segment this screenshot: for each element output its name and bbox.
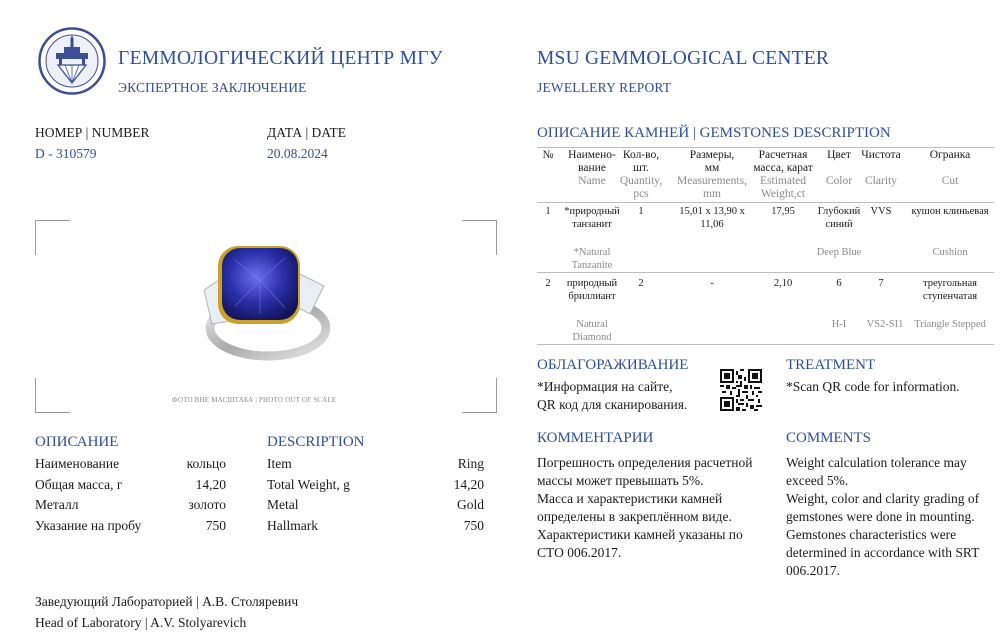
desc-value-en: 750 [463, 518, 484, 533]
table-divider [537, 272, 994, 273]
frame-corner-tl [35, 220, 70, 255]
signature-ru: Заведующий Лабораторией | А.В. Столяревич [35, 594, 299, 609]
table-header-en: Cut [941, 175, 959, 187]
comments-text-ru: Погрешность определения расчетной массы может превышать 5%. Масса и характеристики камней определены в закреплённом виде. Характеристики камней указаны по СТО 006.2017. [537, 455, 753, 560]
desc-value-ru: кольцо [186, 456, 226, 471]
number-label: НОМЕР | NUMBER [35, 125, 150, 140]
frame-corner-tr [462, 220, 497, 255]
gem-row-number: 2 [545, 278, 551, 289]
table-header-en: Color [825, 175, 853, 187]
gem-weight: 17,95 [771, 206, 795, 217]
ring-photo [190, 228, 330, 368]
desc-label-ru: Указание на пробу [35, 518, 142, 533]
desc-value-en: Gold [457, 497, 484, 512]
description-heading-en: DESCRIPTION [267, 434, 365, 450]
desc-value-ru: 750 [205, 518, 226, 533]
table-header-ru: Наимено- вание [568, 149, 616, 174]
gem-clarity: VVS [870, 206, 892, 217]
gem-row-number: 1 [545, 206, 551, 217]
table-header-ru: Чистота [861, 149, 901, 161]
qr-code[interactable] [720, 369, 762, 411]
table-header-en: Estimated Weight,ct [760, 175, 806, 200]
title-ru: ГЕММОЛОГИЧЕСКИЙ ЦЕНТР МГУ [118, 48, 443, 69]
desc-label-ru: Общая масса, г [35, 477, 123, 492]
comments-text-en: Weight calculation tolerance may exceed 5%. Weight, color and clarity grading of gemstones were done in mounting. Gemstones characteristics were determined in accordance with SRT 006.2017. [786, 455, 980, 578]
table-header-en: Measurements, mm [677, 175, 747, 200]
desc-value-ru: 14,20 [195, 477, 226, 492]
treatment-heading-en: TREATMENT [786, 357, 876, 373]
description-heading-ru: ОПИСАНИЕ [35, 434, 119, 450]
desc-label-ru: Наименование [35, 456, 120, 471]
date-label: ДАТА | DATE [267, 125, 347, 140]
comments-heading-en: COMMENTS [786, 430, 872, 446]
gem-clarity-en: VS2-SI1 [866, 319, 904, 330]
gem-measurements: - [710, 278, 714, 289]
desc-label-en: Total Weight, g [267, 477, 350, 492]
photo-caption: ФОТО ВНЕ МАСШТАБА | PHOTO OUT OF SCALE [172, 396, 337, 404]
table-header-ru: Огранка [929, 149, 971, 161]
gem-cut-ru: кушон клиньевая [911, 206, 989, 217]
gem-cut-en: Triangle Stepped [914, 319, 986, 330]
table-header-ru: Кол-во, шт. [622, 149, 660, 174]
frame-corner-bl [35, 378, 70, 413]
comments-heading-ru: КОММЕНТАРИИ [537, 430, 654, 446]
desc-value-en: 14,20 [453, 477, 484, 492]
treatment-heading-ru: ОБЛАГОРАЖИВАНИЕ [537, 357, 689, 373]
gem-weight: 2,10 [773, 278, 793, 289]
table-divider [537, 147, 994, 148]
gem-name-en: Natural Diamond [572, 319, 612, 343]
table-header-en: Clarity [865, 175, 897, 187]
gem-measurements: 15,01 x 13,90 x 11,06 [679, 206, 745, 230]
treatment-text-en: *Scan QR code for information. [786, 379, 960, 394]
table-header-ru: Размеры, мм [689, 149, 735, 174]
table-header-en: Name [578, 175, 606, 187]
table-divider [537, 344, 994, 345]
gem-quantity: 1 [638, 206, 644, 217]
gemstones-heading: ОПИСАНИЕ КАМНЕЙ | GEMSTONES DESCRIPTION [537, 125, 891, 141]
gem-quantity: 2 [638, 278, 644, 289]
msu-logo [38, 27, 106, 95]
gem-name-ru: природный бриллиант [566, 278, 618, 302]
table-header-ru: Цвет [827, 149, 851, 161]
frame-corner-br [462, 378, 497, 413]
subtitle-ru: ЭКСПЕРТНОЕ ЗАКЛЮЧЕНИЕ [118, 80, 307, 95]
gem-cut-en: Cushion [932, 247, 968, 258]
gem-color-ru: Глубокий синий [817, 206, 861, 230]
desc-label-en: Hallmark [267, 518, 318, 533]
signature-en: Head of Laboratory | A.V. Stolyarevich [35, 615, 247, 630]
title-en: MSU GEMMOLOGICAL CENTER [537, 48, 830, 69]
table-divider [537, 202, 994, 203]
subtitle-en: JEWELLERY REPORT [537, 80, 672, 95]
gem-color-ru: 6 [836, 278, 842, 289]
gem-name-ru: *природный танзанит [564, 206, 620, 230]
gem-name-en: *Natural Tanzanite [571, 247, 613, 271]
desc-value-en: Ring [457, 456, 484, 471]
date-value: 20.08.2024 [267, 146, 328, 161]
desc-label-ru: Металл [35, 497, 79, 512]
desc-value-ru: золото [188, 497, 226, 512]
desc-label-en: Metal [267, 497, 299, 512]
gem-cut-ru: треугольная ступенчатая [922, 278, 978, 302]
table-header-ru: Расчетная масса, карат [753, 149, 813, 174]
gem-color-en: H-I [831, 319, 847, 330]
treatment-text-ru: *Информация на сайте, QR код для сканирования. [537, 379, 688, 412]
desc-label-en: Item [267, 456, 292, 471]
number-value: D - 310579 [35, 146, 97, 161]
table-header-ru: № [542, 149, 554, 161]
gem-color-en: Deep Blue [816, 247, 862, 258]
table-header-en: Quantity, pcs [619, 175, 663, 200]
gem-clarity: 7 [878, 278, 884, 289]
